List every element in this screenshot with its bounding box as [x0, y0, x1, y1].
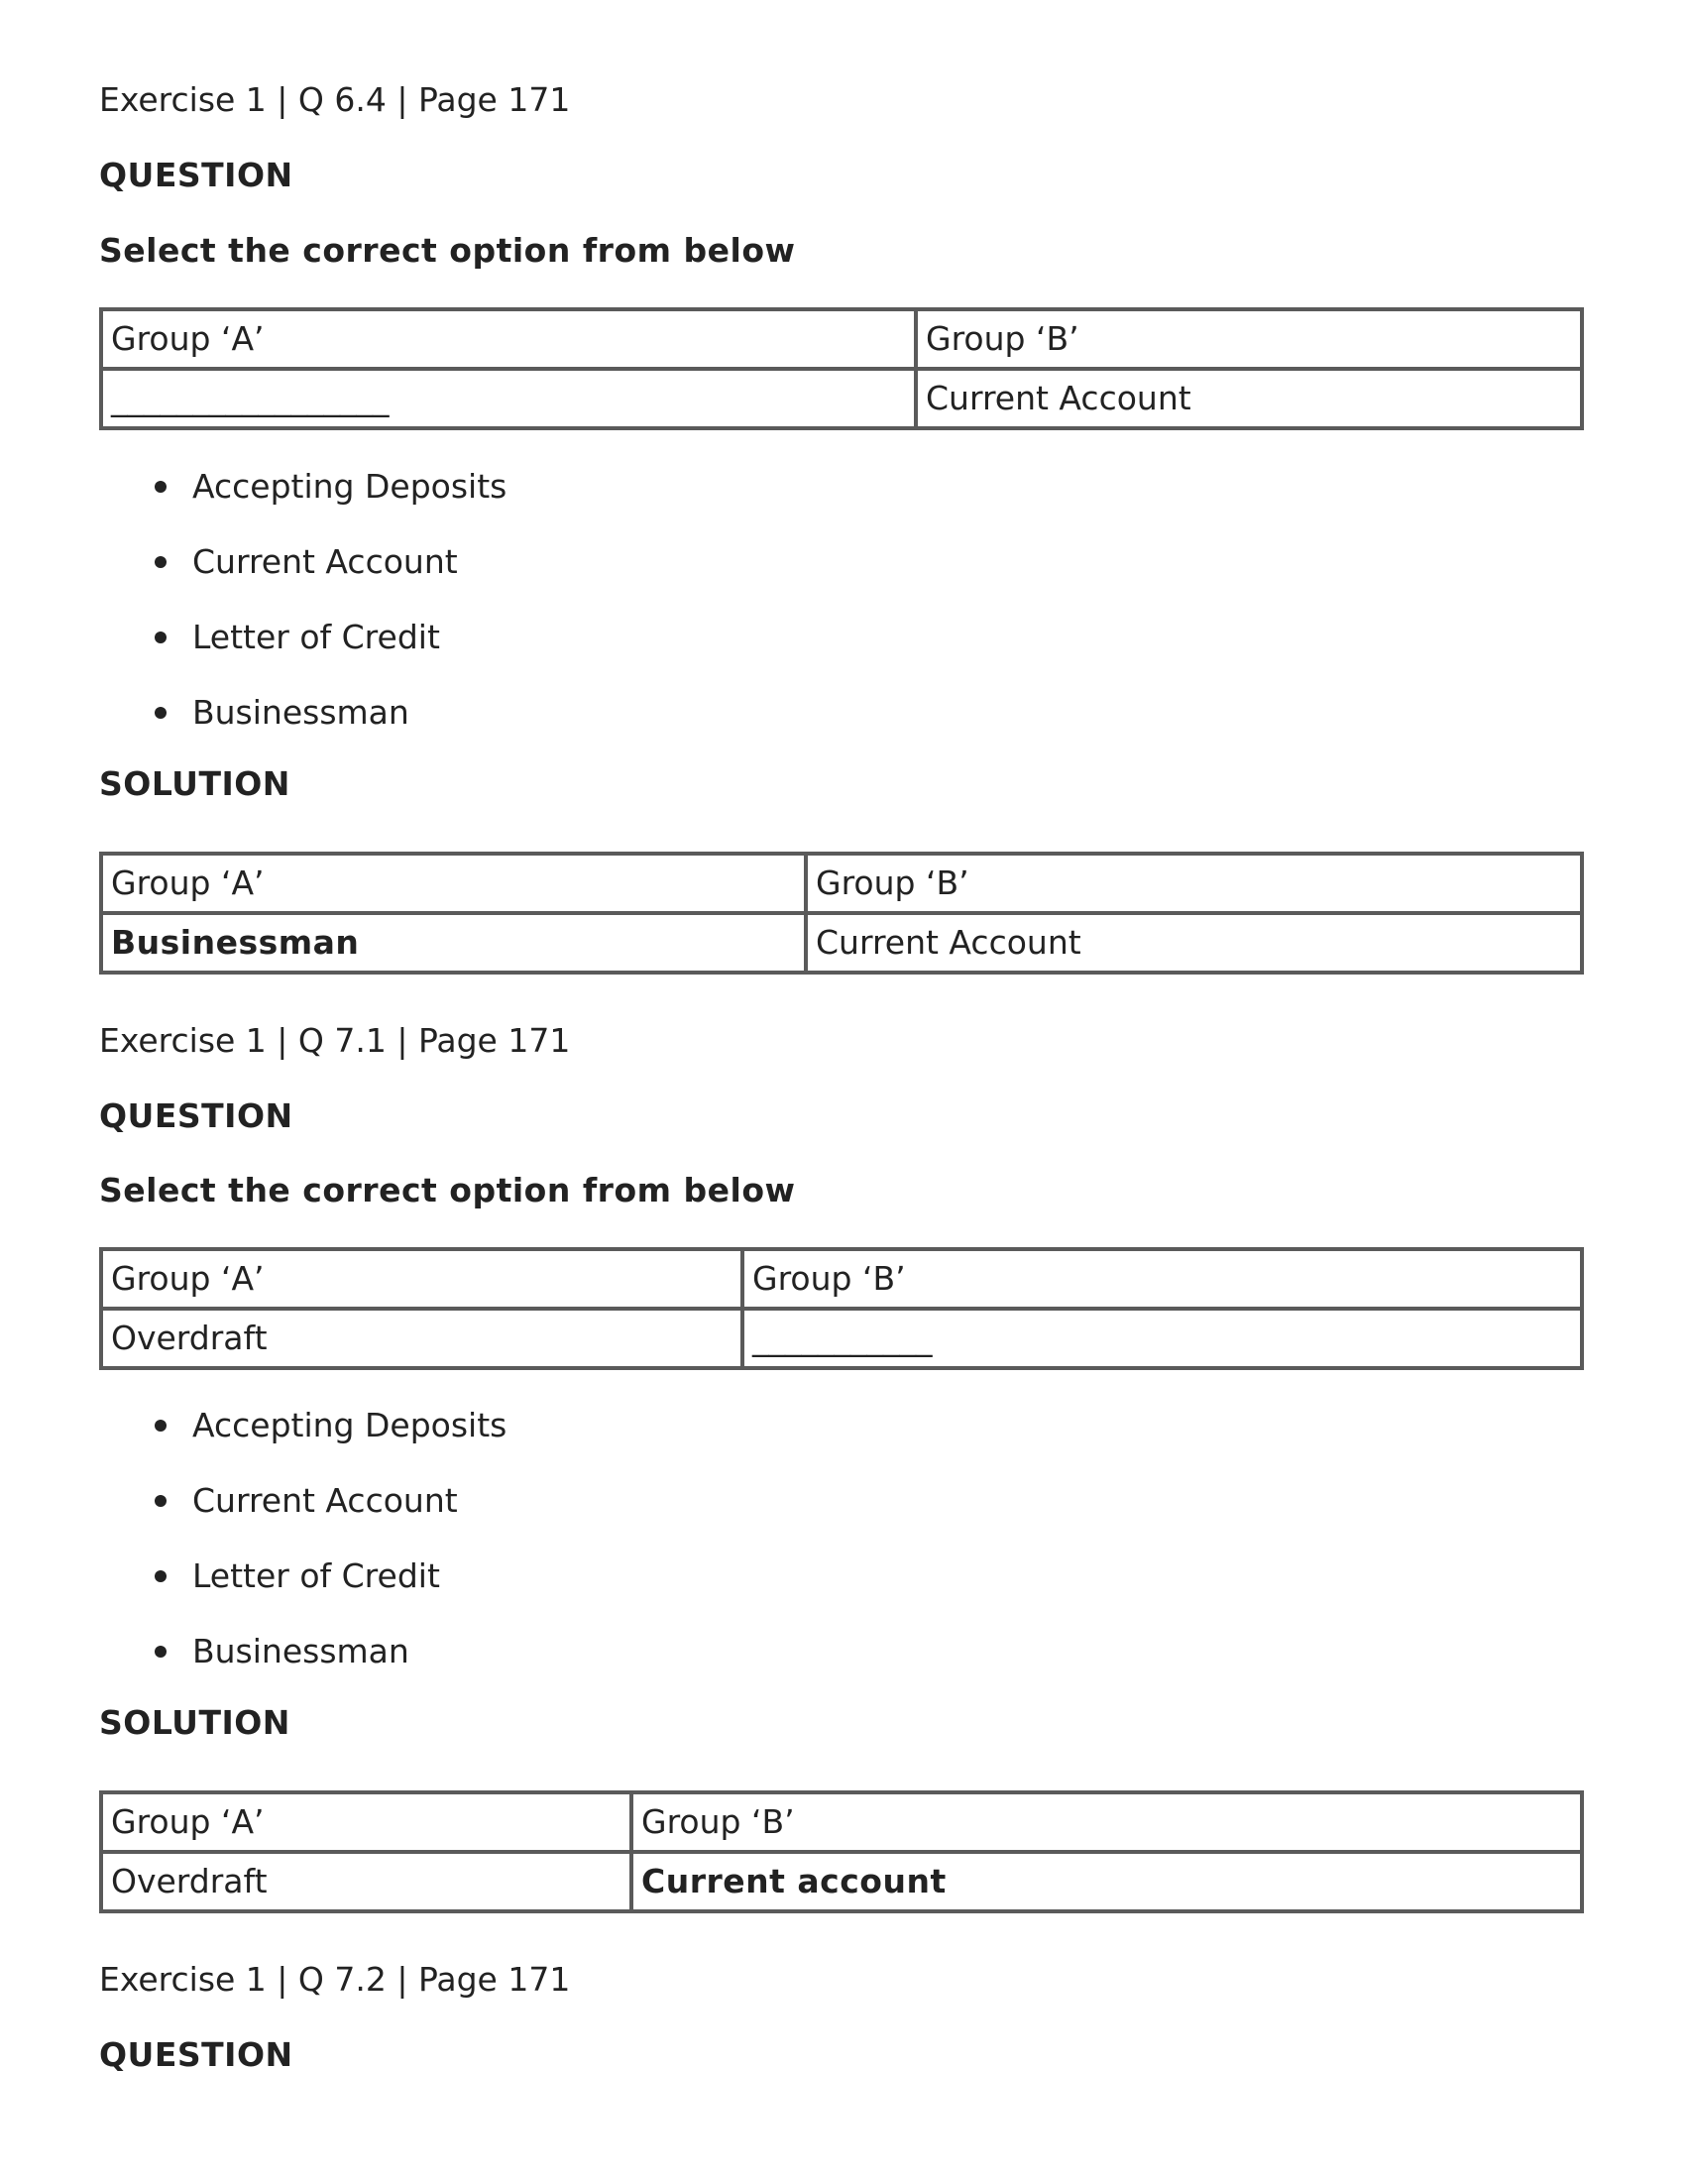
table-header-row	[101, 1792, 1582, 1852]
option-item	[99, 1406, 506, 1481]
option-label: Letter of Credit	[192, 618, 440, 656]
bullet-icon	[155, 707, 167, 719]
table-row	[101, 913, 1582, 973]
bullet-icon	[155, 556, 167, 568]
table-row	[101, 1309, 1582, 1368]
solution-answer: Current account	[631, 1852, 1582, 1911]
option-item	[99, 467, 506, 542]
question-instruction: Select the correct option from below	[99, 1171, 796, 1209]
solution-table	[99, 1790, 1584, 1913]
question-label: QUESTION	[99, 1096, 293, 1135]
table-row	[101, 1852, 1582, 1911]
bullet-icon	[155, 1420, 167, 1432]
solution-table	[99, 852, 1584, 975]
question-table	[99, 307, 1584, 430]
option-item	[99, 693, 506, 768]
question-label: QUESTION	[99, 2035, 293, 2074]
table-header-row	[101, 1249, 1582, 1309]
option-label: Businessman	[192, 693, 409, 732]
option-list	[99, 467, 506, 768]
table-cell: Group ‘B’	[631, 1792, 1582, 1852]
table-row	[101, 369, 1582, 428]
exercise-reference: Exercise 1 | Q 6.4 | Page 171	[99, 80, 571, 119]
table-cell: Overdraft	[101, 1309, 742, 1368]
question-label: QUESTION	[99, 156, 293, 194]
bullet-icon	[155, 1495, 167, 1507]
table-cell: Group ‘B’	[742, 1249, 1582, 1309]
table-cell: Group ‘A’	[101, 309, 916, 369]
exercise-reference: Exercise 1 | Q 7.2 | Page 171	[99, 1960, 571, 1999]
table-cell: Group ‘B’	[806, 854, 1582, 913]
table-cell: Group ‘A’	[101, 854, 806, 913]
answer-blank: ___________	[742, 1309, 1582, 1368]
bullet-icon	[155, 632, 167, 643]
option-item	[99, 1556, 506, 1632]
table-header-row	[101, 309, 1582, 369]
option-label: Current Account	[192, 542, 458, 581]
bullet-icon	[155, 1646, 167, 1658]
option-label: Current Account	[192, 1481, 458, 1520]
option-item	[99, 1632, 506, 1707]
answer-blank: _________________	[101, 369, 916, 428]
table-cell: Current Account	[806, 913, 1582, 973]
option-item	[99, 542, 506, 618]
table-cell: Current Account	[916, 369, 1582, 428]
option-item	[99, 618, 506, 693]
table-cell: Group ‘A’	[101, 1249, 742, 1309]
option-label: Businessman	[192, 1632, 409, 1670]
table-header-row	[101, 854, 1582, 913]
option-label: Accepting Deposits	[192, 467, 507, 506]
question-instruction: Select the correct option from below	[99, 231, 796, 270]
option-label: Letter of Credit	[192, 1556, 440, 1595]
option-list	[99, 1406, 506, 1707]
table-cell: Group ‘A’	[101, 1792, 631, 1852]
solution-answer: Businessman	[101, 913, 806, 973]
solution-label: SOLUTION	[99, 1703, 290, 1742]
bullet-icon	[155, 481, 167, 493]
question-table	[99, 1247, 1584, 1370]
option-label: Accepting Deposits	[192, 1406, 507, 1444]
option-item	[99, 1481, 506, 1556]
solution-label: SOLUTION	[99, 764, 290, 803]
table-cell: Group ‘B’	[916, 309, 1582, 369]
table-cell: Overdraft	[101, 1852, 631, 1911]
exercise-reference: Exercise 1 | Q 7.1 | Page 171	[99, 1021, 571, 1060]
bullet-icon	[155, 1570, 167, 1582]
